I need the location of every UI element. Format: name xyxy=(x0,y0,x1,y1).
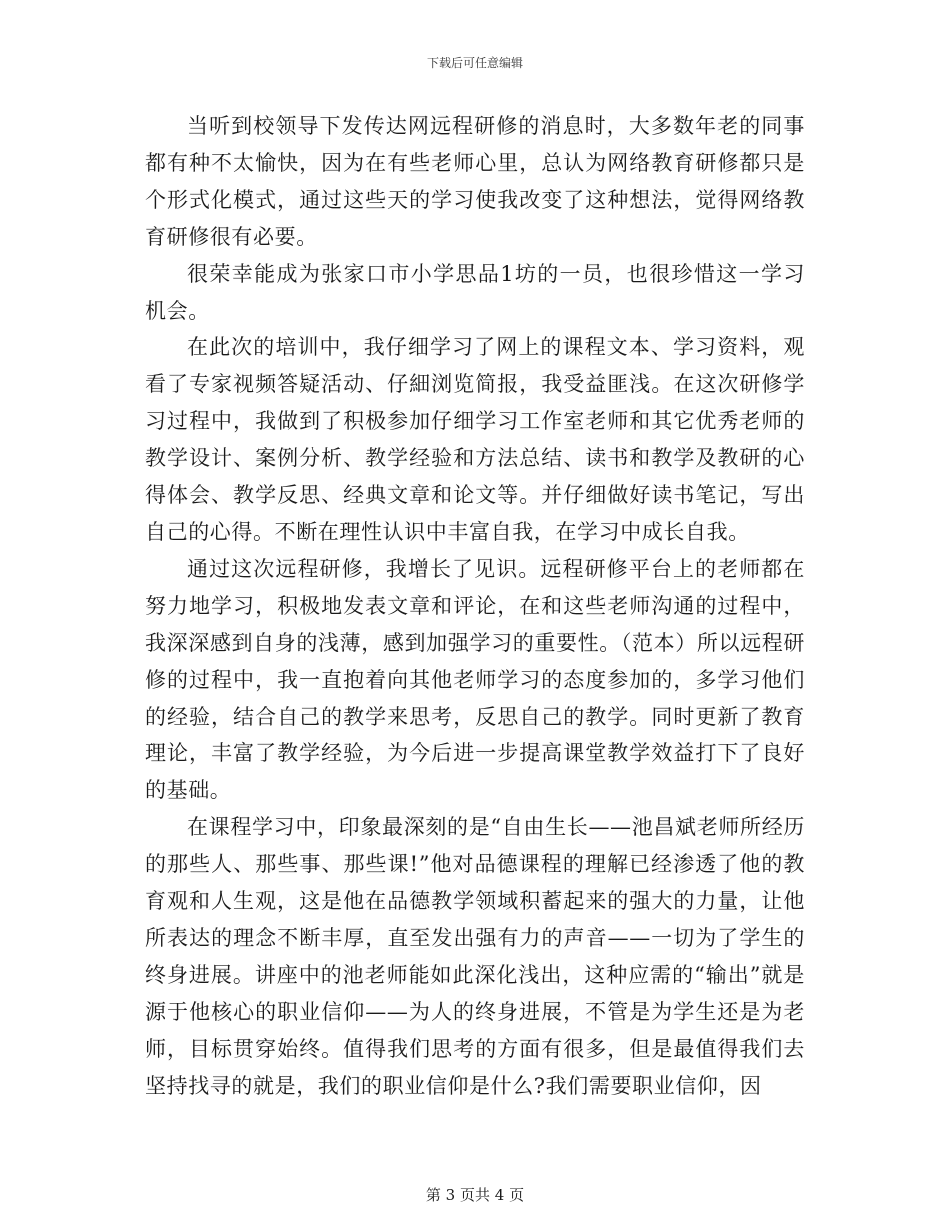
page-number-footer: 第 3 页共 4 页 xyxy=(425,1186,525,1204)
paragraph-1: 当听到校领导下发传达网远程研修的消息时，大多数年老的同事都有种不太愉快，因为在有些老师心里，总认为网络教育研修都只是个形式化模式，通过这些天的学习使我改变了这种想法，觉得网络教育研修很有必要。 xyxy=(145,114,805,249)
document-body xyxy=(145,108,805,1104)
paragraph-4: 通过这次远程研修，我增长了见识。远程研修平台上的老师都在努力地学习，积极地发表文章和评论，在和这些老师沟通的过程中，我深深感到自身的浅薄，感到加强学习的重要性。（范本）所以远程研修的过程中，我一直抱着向其他老师学习的态度参加的，多学习他们的经验，结合自己的教学来思考，反思自己的教学。同时更新了教育理论，丰富了教学经验，为今后进一步提高课堂教学效益打下了良好的基础。 xyxy=(145,556,805,803)
paragraph-2: 很荣幸能成为张家口市小学思品1坊的一员，也很珍惜这一学习机会。 xyxy=(145,261,805,323)
paragraph-3: 在此次的培训中，我仔细学习了网上的课程文本、学习资料，观看了专家视频答疑活动、仔細浏览简报，我受益匪浅。在这次研修学习过程中，我做到了积极参加仔细学习工作室老师和其它优秀老师的教学设计、案例分析、教学经验和方法总结、读书和教学及教研的心得体会、教学反思、经典文章和论文等。并仔细做好读书笔记，写出自己的心得。不断在理性认识中丰富自我，在学习中成长自我。 xyxy=(145,335,805,544)
page-header: 下载后可任意编辑 xyxy=(426,56,523,70)
paragraph-5: 在课程学习中，印象最深刻的是“自由生长——池昌斌老师所经历的那些人、那些事、那些课!”他对品德课程的理解已经渗透了他的教育观和人生观，这是他在品德教学领域积蓄起来的强大的力量，让他所表达的理念不断丰厚，直至发出强有力的声音——一切为了学生的终身进展。讲座中的池老师能如此深化浅出，这种应需的“输出”就是源于他核心的职业信仰——为人的终身进展，不管是为学生还是为老师，目标贯穿始终。值得我们思考的方面有很多，但是最值得我们去坚持找寻的就是，我们的职业信仰是什么?我们需要职业信仰，因 xyxy=(145,815,805,1098)
